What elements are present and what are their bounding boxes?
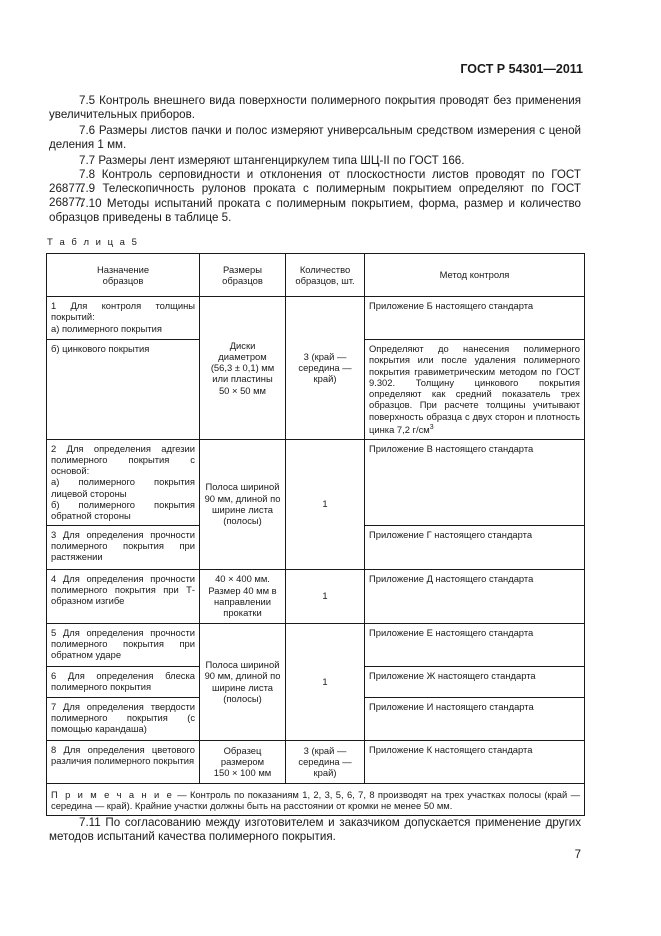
row-size: 40 × 400 мм. Размер 40 мм в направлении прокатки: [200, 569, 286, 623]
note-label: П р и м е ч а н и е: [51, 788, 174, 800]
method-text: Определяют до нанесения полимерного покрытия или после удаления полимерного покрытия гравиметрическим методом по ГОСТ 9.302. Толщину цинкового покрытия определяют как средний показатель трех образцов. При расчете толщины учитывают поверхность образца с двух сторон и плотность цинка 7,2 г/см: [369, 343, 580, 436]
header-method: Метод контроля: [365, 254, 585, 297]
table-row: [47, 439, 585, 525]
row-purpose: 6 Для определения блеска полимерного покрытия: [47, 666, 200, 697]
row-purpose: 3 Для определения прочности полимерного покрытия при растяжении: [47, 525, 200, 569]
row-purpose: 4 Для определения прочности полимерного покрытия при Т-образном изгибе: [47, 569, 200, 623]
row-purpose: б) цинкового покрытия: [47, 340, 200, 440]
paragraph-text: 7.10 Методы испытаний проката с полимерным покрытием, форма, размер и количество образцов приведены в таблице 5.: [49, 197, 581, 224]
row-purpose: 5 Для определения прочности полимерного покрытия при обратном ударе: [47, 623, 200, 666]
row-method: Приложение И настоящего стандарта: [365, 697, 585, 740]
page-number: 7: [574, 849, 581, 861]
table-note-row: [47, 783, 585, 816]
row-method: [365, 340, 585, 440]
row-count: 1: [286, 569, 365, 623]
paragraph-text: 7.6 Размеры листов пачки и полос измеряют универсальным средством измерения с ценой деления 1 мм.: [49, 124, 581, 151]
row-count: 1: [286, 439, 365, 569]
table-header-row: [47, 254, 585, 297]
row-purpose: 1 Для контроля толщины покрытий: а) полимерного покрытия: [47, 297, 200, 340]
document-code: ГОСТ Р 54301—2011: [460, 62, 583, 76]
row-purpose: 7 Для определения твердости полимерного покрытия (с помощью карандаша): [47, 697, 200, 740]
paragraph-7-10: [49, 197, 581, 225]
paragraph-7-6: [49, 124, 581, 152]
superscript: 3: [429, 424, 434, 432]
paragraph-7-11: [49, 816, 581, 844]
paragraph-text: 7.9 Телескопичность рулонов проката с полимерным покрытием определяют по ГОСТ 26877.: [49, 182, 581, 209]
row-count: 3 (край — середина — край): [286, 297, 365, 440]
row-method: Приложение В настоящего стандарта: [365, 439, 585, 525]
table-5: [46, 253, 585, 816]
table-row: [47, 297, 585, 340]
row-method: Приложение К настоящего стандарта: [365, 740, 585, 783]
header-count: Количество образцов, шт.: [286, 254, 365, 297]
paragraph-text: 7.11 По согласованию между изготовителем и заказчиком допускается применение других методов испытаний качества полимерного покрытия.: [49, 816, 581, 843]
row-size: Образец размером 150 × 100 мм: [200, 740, 286, 783]
row-size: Полоса шириной 90 мм, длиной по ширине листа (полосы): [200, 439, 286, 569]
row-method: Приложение Ж настоящего стандарта: [365, 666, 585, 697]
table-note: [47, 783, 585, 816]
row-purpose: 8 Для определения цветового различия полимерного покрытия: [47, 740, 200, 783]
row-method: Приложение Д настоящего стандарта: [365, 569, 585, 623]
paragraph-7-7: [49, 154, 581, 168]
row-count: 1: [286, 623, 365, 740]
row-method: Приложение Г настоящего стандарта: [365, 525, 585, 569]
row-method: Приложение Б настоящего стандарта: [365, 297, 585, 340]
header-size: Размеры образцов: [200, 254, 286, 297]
table-row: [47, 623, 585, 666]
paragraph-text: 7.7 Размеры лент измеряют штангенциркулем типа ШЦ-II по ГОСТ 166.: [79, 154, 465, 167]
row-count: 3 (край — середина — край): [286, 740, 365, 783]
row-size: Диски диаметром (56,3 ± 0,1) мм или пластины 50 × 50 мм: [200, 297, 286, 440]
table-row: [47, 740, 585, 783]
table-caption: Т а б л и ц а 5: [47, 237, 139, 248]
row-size: Полоса шириной 90 мм, длиной по ширине листа (полосы): [200, 623, 286, 740]
note-text: — Контроль по показаниям 1, 2, 3, 5, 6, 7, 8 производят на трех участках полосы (край — середина — край). Крайние участки должны быть на расстоянии от кромки не менее 50 мм.: [51, 788, 580, 811]
paragraph-7-5: [49, 94, 581, 122]
table-row: [47, 569, 585, 623]
paragraph-text: 7.5 Контроль внешнего вида поверхности полимерного покрытия проводят без применения увеличительных приборов.: [49, 94, 581, 121]
paragraph-text: 7.8 Контроль серповидности и отклонения от плоскостности листов проводят по ГОСТ 26877.: [49, 168, 581, 195]
row-purpose: 2 Для определения адгезии полимерного покрытия с основой: а) полимерного покрытия лицевой стороны б) полимерного покрытия обратной стороны: [47, 439, 200, 525]
row-method: Приложение Е настоящего стандарта: [365, 623, 585, 666]
header-purpose: Назначение образцов: [47, 254, 200, 297]
